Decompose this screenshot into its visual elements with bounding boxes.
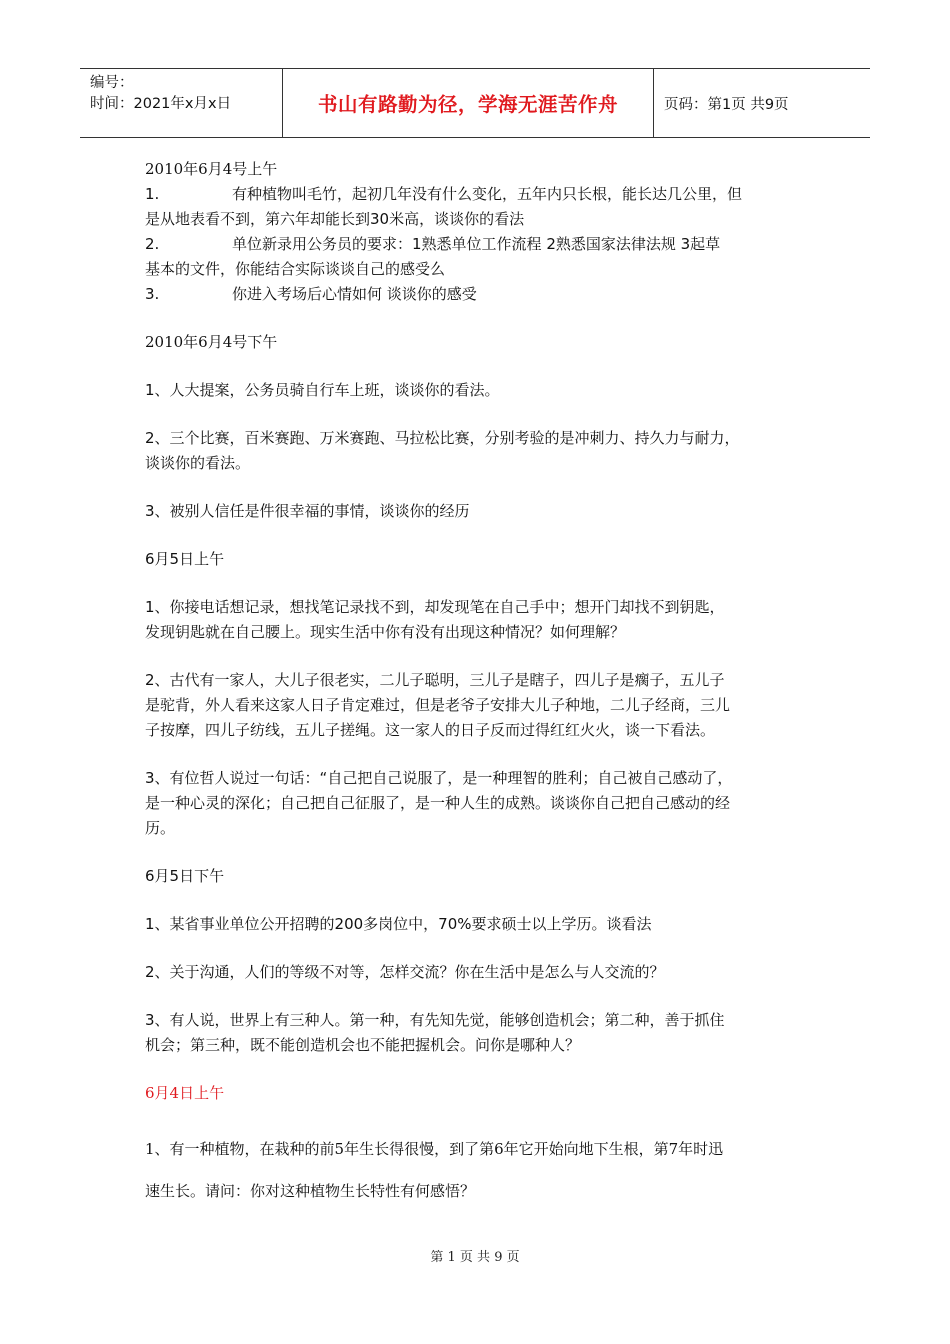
header-meta	[80, 69, 282, 137]
question-text: 2、三个比赛，百米赛跑、万米赛跑、马拉松比赛，分别考验的是冲刺力、持久力与耐力，	[145, 429, 740, 447]
page-header	[80, 68, 870, 138]
question-text-continued: 是从地表看不到，第六年却能长到30米高，谈谈你的看法	[145, 210, 525, 228]
question-text-continued: 速生长。请问：你对这种植物生长特性有何感悟？	[145, 1182, 476, 1200]
section-title: 2010年6月4号上午	[145, 160, 278, 178]
question-text-continued: 谈谈你的看法。	[145, 454, 251, 472]
section-title: 2010年6月4号下午	[145, 333, 278, 351]
question-text-continued: 是驼背，外人看来这家人日子肯定难过，但是老爷子安排大儿子种地，二儿子经商，三儿	[145, 696, 731, 714]
question-item	[145, 232, 805, 257]
question-text: 1、你接电话想记录，想找笔记录找不到，却发现笔在自己手中；想开门却找不到钥匙，	[145, 598, 725, 616]
question-text-continued: 子按摩，四儿子纺线，五儿子搓绳。这一家人的日子反而过得红红火火，谈一下看法。	[145, 721, 716, 739]
header-page-label: 页码：第1页 共9页	[664, 96, 789, 113]
header-time-label: 时间：2021年x月x日	[90, 96, 232, 112]
section-title: 6月5日下午	[145, 867, 225, 885]
question-text-continued: 基本的文件，你能结合实际谈谈自己的感受么	[145, 260, 446, 278]
question-text: 1、某省事业单位公开招聘的200多岗位中，70%要求硕士以上学历。谈看法	[145, 915, 652, 933]
question-text: 1、有一种植物，在栽种的前5年生长得很慢，到了第6年它开始向地下生根，第7年时迅	[145, 1140, 724, 1158]
header-number-label: 编号：	[90, 75, 134, 91]
question-text-continued: 发现钥匙就在自己腰上。现实生活中你有没有出现这种情况？如何理解？	[145, 623, 626, 641]
question-text: 3、有位哲人说过一句话：“自己把自己说服了，是一种理智的胜利；自己被自己感动了，	[145, 769, 733, 787]
question-text: 单位新录用公务员的要求：1熟悉单位工作流程 2熟悉国家法律法规 3起草	[232, 235, 721, 253]
question-text: 1、人大提案，公务员骑自行车上班，谈谈你的看法。	[145, 381, 500, 399]
question-text: 有种植物叫毛竹，起初几年没有什么变化，五年内只长根，能长达几公里，但	[232, 185, 743, 203]
question-text-continued: 是一种心灵的深化；自己把自己征服了，是一种人生的成熟。谈谈你自己把自己感动的经	[145, 794, 731, 812]
page-footer: 第 1 页 共 9 页	[430, 1250, 520, 1265]
header-motto: 书山有路勤为径，学海无涯苦作舟	[282, 69, 654, 137]
question-text-continued: 历。	[145, 819, 176, 837]
document-body	[145, 157, 805, 1204]
question-number: 2.	[145, 235, 160, 253]
question-text: 2、古代有一家人，大儿子很老实，二儿子聪明，三儿子是瞎子，四儿子是瘸子，五儿子	[145, 671, 725, 689]
question-item	[145, 182, 805, 207]
question-text: 3、有人说，世界上有三种人。第一种，有先知先觉，能够创造机会；第二种，善于抓住	[145, 1011, 725, 1029]
question-number: 1.	[145, 185, 160, 203]
question-item	[145, 282, 805, 307]
question-text: 2、关于沟通，人们的等级不对等，怎样交流？你在生活中是怎么与人交流的？	[145, 963, 665, 981]
question-text-continued: 机会；第三种，既不能创造机会也不能把握机会。问你是哪种人？	[145, 1036, 581, 1054]
section-title: 6月5日上午	[145, 550, 225, 568]
question-text: 你进入考场后心情如何 谈谈你的感受	[232, 285, 477, 303]
question-text: 3、被别人信任是件很幸福的事情，谈谈你的经历	[145, 502, 470, 520]
section-title-highlighted: 6月4日上午	[145, 1084, 225, 1102]
question-number: 3.	[145, 285, 160, 303]
